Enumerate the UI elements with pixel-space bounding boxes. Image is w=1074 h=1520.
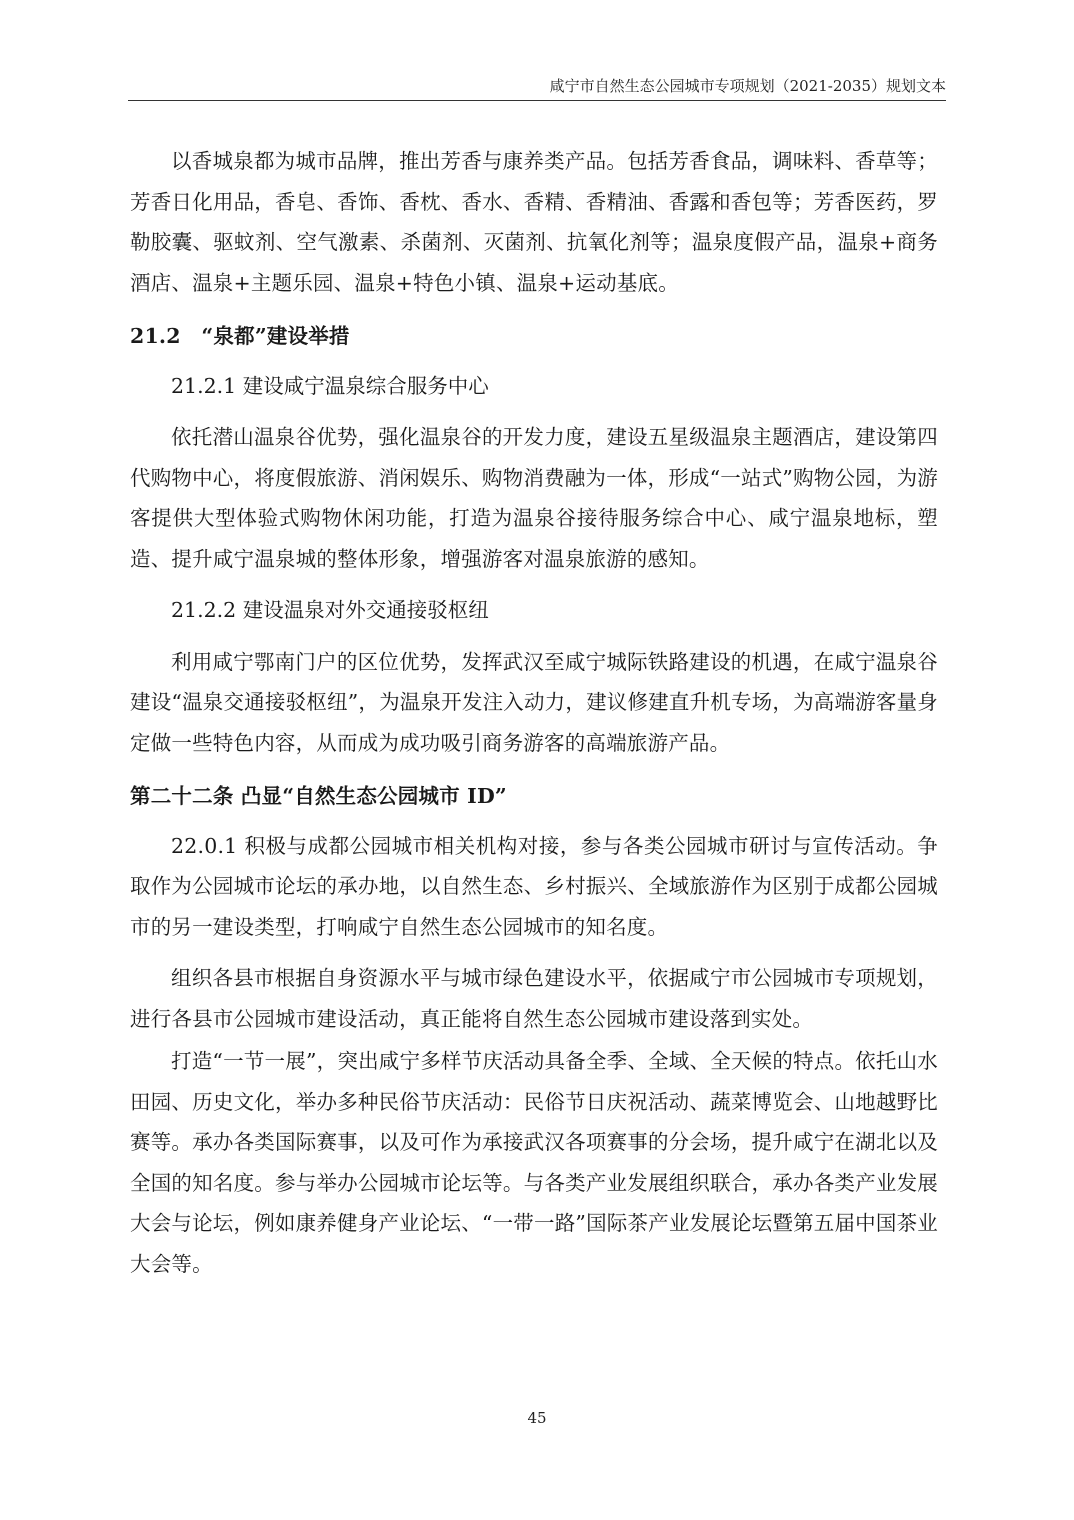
section-heading-21-2: 21.2 “泉都”建设举措 [130,324,350,348]
paragraph-county-construction: 组织各县市根据自身资源水平与城市绿色建设水平，依据咸宁市公园城市专项规划，进行各县市公园城市建设活动，真正能将自然生态公园城市建设落到实处。 [130,966,938,1031]
document-body [130,141,938,1284]
article-heading-22: 第二十二条 凸显“自然生态公园城市 ID” [130,784,507,808]
paragraph-service-center: 依托潜山温泉谷优势，强化温泉谷的开发力度，建设五星级温泉主题酒店，建设第四代购物中心，将度假旅游、消闲娱乐、购物消费融为一体，形成“一站式”购物公园，为游客提供大型体验式购物休闲功能，打造为温泉谷接待服务综合中心、咸宁温泉地标，塑造、提升咸宁温泉城的整体形象，增强游客对温泉旅游的感知。 [130,425,938,571]
paragraph-product-brand: 以香城泉都为城市品牌，推出芳香与康养类产品。包括芳香食品，调味料、香草等；芳香日化用品，香皂、香饰、香枕、香水、香精、香精油、香露和香包等；芳香医药，罗勒胶囊、驱蚊剂、空气激素、杀菌剂、灭菌剂、抗氧化剂等；温泉度假产品，温泉+商务酒店、温泉+主题乐园、温泉+特色小镇、温泉+运动基底。 [130,149,938,295]
subsection-heading-21-2-2: 21.2.2 建设温泉对外交通接驳枢纽 [171,598,489,622]
paragraph-22-0-1: 22.0.1 积极与成都公园城市相关机构对接，参与各类公园城市研讨与宣传活动。争取作为公园城市论坛的承办地，以自然生态、乡村振兴、全域旅游作为区别于成都公园城市的另一建设类型，打响咸宁自然生态公园城市的知名度。 [130,833,938,939]
page-header: 咸宁市自然生态公园城市专项规划（2021-2035）规划文本 [128,76,946,101]
paragraph-transport-hub: 利用咸宁鄂南门户的区位优势，发挥武汉至咸宁城际铁路建设的机遇，在咸宁温泉谷建设“温泉交通接驳枢纽”，为温泉开发注入动力，建议修建直升机专场，为高端游客量身定做一些特色内容，从而成为成功吸引商务游客的高端旅游产品。 [130,649,938,755]
page-number: 45 [527,1409,547,1427]
subsection-heading-21-2-1: 21.2.1 建设咸宁温泉综合服务中心 [171,373,489,398]
paragraph-festival-events: 打造“一节一展”，突出咸宁多样节庆活动具备全季、全域、全天候的特点。依托山水田园、历史文化，举办多种民俗节庆活动：民俗节日庆祝活动、蔬菜博览会、山地越野比赛等。承办各类国际赛事，以及可作为承接武汉各项赛事的分会场，提升咸宁在湖北以及全国的知名度。参与举办公园城市论坛等。与各类产业发展组织联合，承办各类产业发展大会与论坛，例如康养健身产业论坛、“一带一路”国际茶产业发展论坛暨第五届中国茶业大会等。 [130,1049,938,1276]
